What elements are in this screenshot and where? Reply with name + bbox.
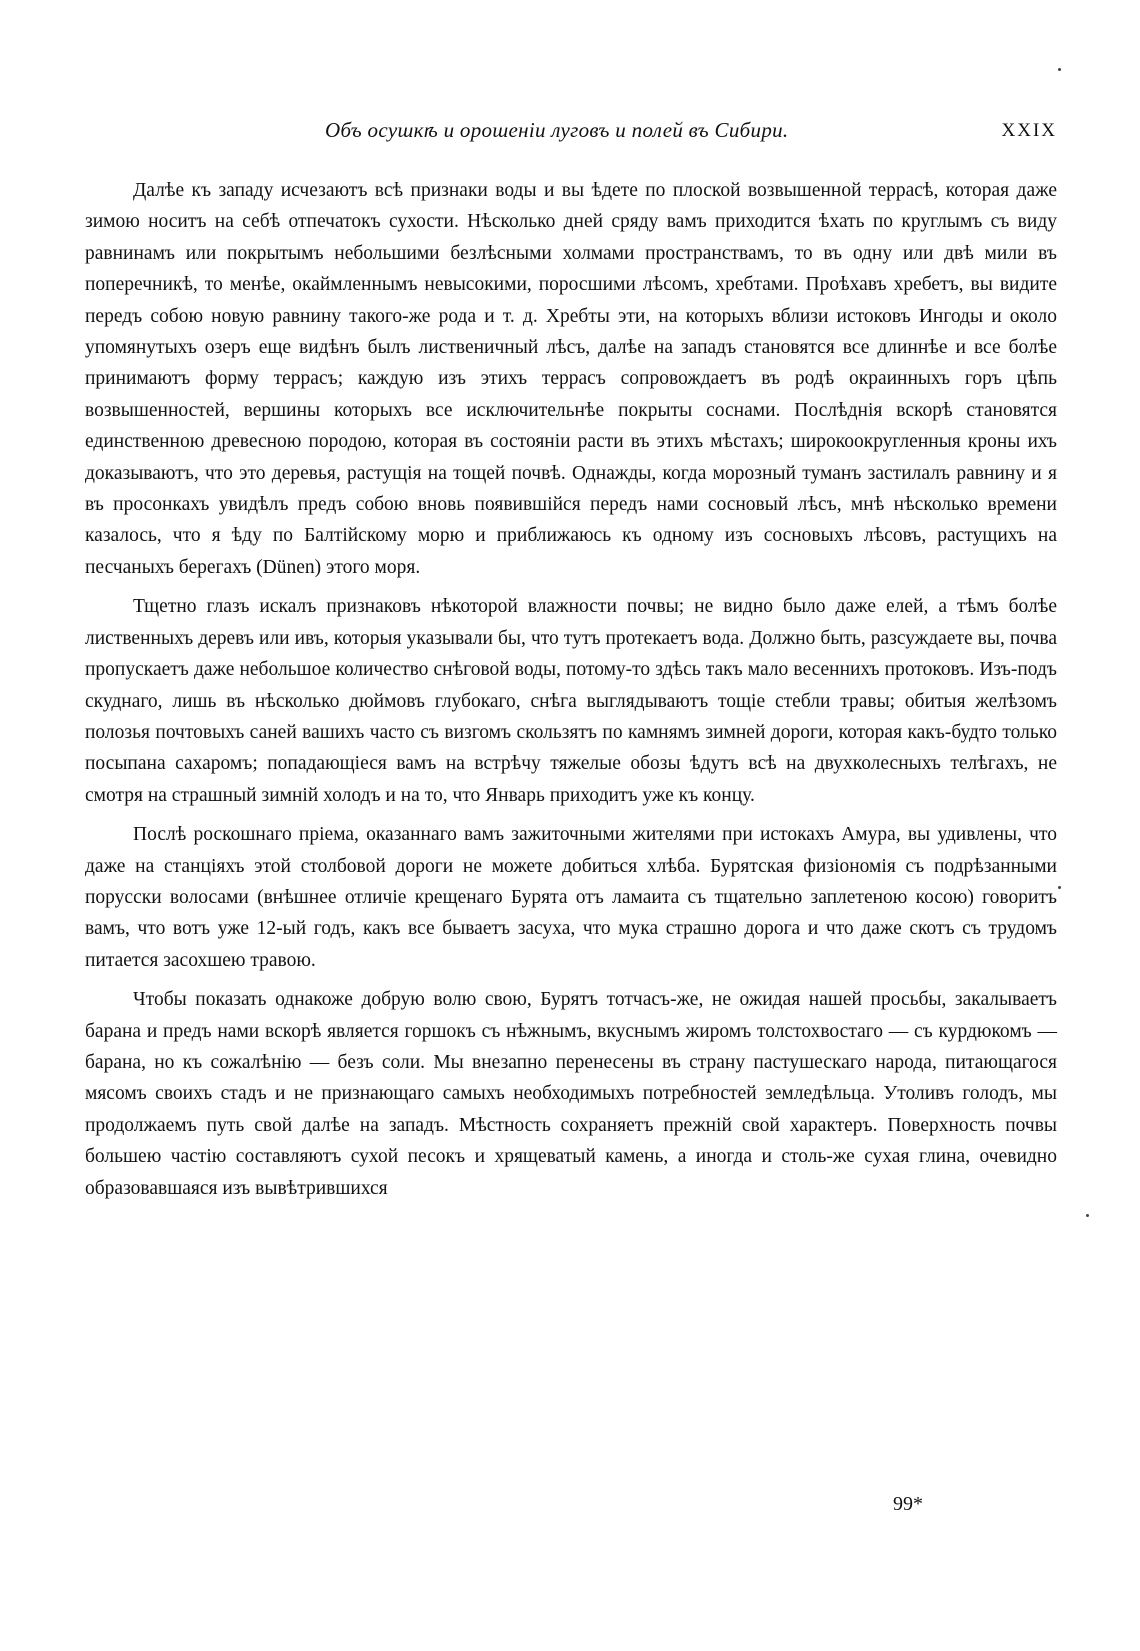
scan-speck xyxy=(1058,68,1061,71)
paragraph: Тщетно глазъ искалъ признаковъ нѣкоторой влажности почвы; не видно было даже елей, а тѣмъ болѣе лиственныхъ деревъ или ивъ, которыя указывали бы, что тутъ протекаетъ вода. Должно быть, разсуждаете вы, почва пропускаетъ даже небольшое количество снѣговой воды, потому-то здѣсь такъ мало весеннихъ протоковъ. Изъ-подъ скуднаго, лишь въ нѣсколько дюймовъ глубокаго, снѣга выглядываютъ тощіе стебли травы; обитыя желѣзомъ полозья почтовыхъ саней вашихъ часто съ визгомъ скользятъ по камнямъ зимней дороги, которая какъ-будто только посыпана сахаромъ; попадающіеся вамъ на встрѣчу тяжелые обозы ѣдутъ всѣ на двухколесныхъ телѣгахъ, не смотря на страшный зимній холодъ и на то, что Январь приходитъ уже къ концу. xyxy=(85,596,1057,806)
running-header xyxy=(85,118,1057,152)
paragraph: Далѣе къ западу исчезаютъ всѣ признаки воды и вы ѣдете по плоской возвышенной террасѣ, которая даже зимою носитъ на себѣ отпечатокъ сухости. Нѣсколько дней сряду вамъ приходится ѣхать по круглымъ съ виду равнинамъ или покрытымъ небольшими безлѣсными холмами пространствамъ, то въ одну или двѣ мили въ поперечникѣ, то менѣе, окаймленнымъ невысокими, поросшими лѣсомъ, хребтами. Проѣхавъ хребетъ, вы видите передъ собою новую равнину такого-же рода и т. д. Хребты эти, на которыхъ вблизи истоковъ Ингоды и около упомянутыхъ озеръ еще видѣнъ былъ лиственичный лѣсъ, далѣе на западъ становятся все длиннѣе и все болѣе принимаютъ форму террасъ; каждую изъ этихъ террасъ сопровождаетъ въ родѣ окраинныхъ горъ цѣпь возвышенностей, вершины которыхъ все исключительнѣе покрыты соснами. Послѣднія вскорѣ становятся единственною древесною породою, которая въ состояніи расти въ этихъ мѣстахъ; широкоокругленныя кроны ихъ доказываютъ, что это деревья, растущія на тощей почвѣ. Однажды, когда морозный туманъ застилалъ равнину и я въ просонкахъ увидѣлъ предъ собою вновь появившійся передъ нами сосновый лѣсъ, мнѣ нѣсколько времени казалось, что я ѣду по Балтійскому морю и приближаюсь къ одному изъ сосновыхъ лѣсовъ, растущихъ на песчаныхъ берегахъ (Dünen) этого моря. xyxy=(85,180,1057,578)
signature-mark: 99* xyxy=(893,1493,923,1515)
scan-speck xyxy=(1058,886,1061,889)
paragraph: Чтобы показать однакоже добрую волю свою, Бурятъ тотчасъ-же, не ожидая нашей просьбы, закалываетъ барана и предъ нами вскорѣ является горшокъ съ нѣжнымъ, вкуснымъ жиромъ толстохвостаго — съ курдюкомъ — барана, но къ сожалѣнію — безъ соли. Мы внезапно перенесены въ страну пастушескаго народа, питающагося мясомъ своихъ стадъ и не признающаго самыхъ необходимыхъ потребностей земледѣльца. Утоливъ голодъ, мы продолжаемъ путь свой далѣе на западъ. Мѣстность сохраняетъ прежній свой характеръ. Поверхность почвы большею частію составляютъ сухой песокъ и хрящеватый камень, а иногда и столь-же сухая глина, очевидно образовавшаяся изъ вывѣтрившихся xyxy=(85,989,1057,1199)
page-number: XXIX xyxy=(1001,120,1057,141)
paragraph: Послѣ роскошнаго пріема, оказаннаго вамъ зажиточными жителями при истокахъ Амура, вы удивлены, что даже на станціяхъ этой столбовой дороги не можете добиться хлѣба. Бурятская физіономія съ подрѣзанными порусски волосами (внѣшнее отличіе крещенаго Бурята отъ ламаита съ тщательно заплетеною косою) говоритъ вамъ, что вотъ уже 12-ый годъ, какъ все бываетъ засуха, что мука страшно дорога и что даже скотъ съ трудомъ питается засохшею травою. xyxy=(85,824,1057,971)
scan-speck xyxy=(1086,1214,1089,1217)
running-title: Объ осушкѣ и орошеніи луговъ и полей въ Сибири. xyxy=(325,118,789,142)
body-text xyxy=(85,175,1057,1212)
